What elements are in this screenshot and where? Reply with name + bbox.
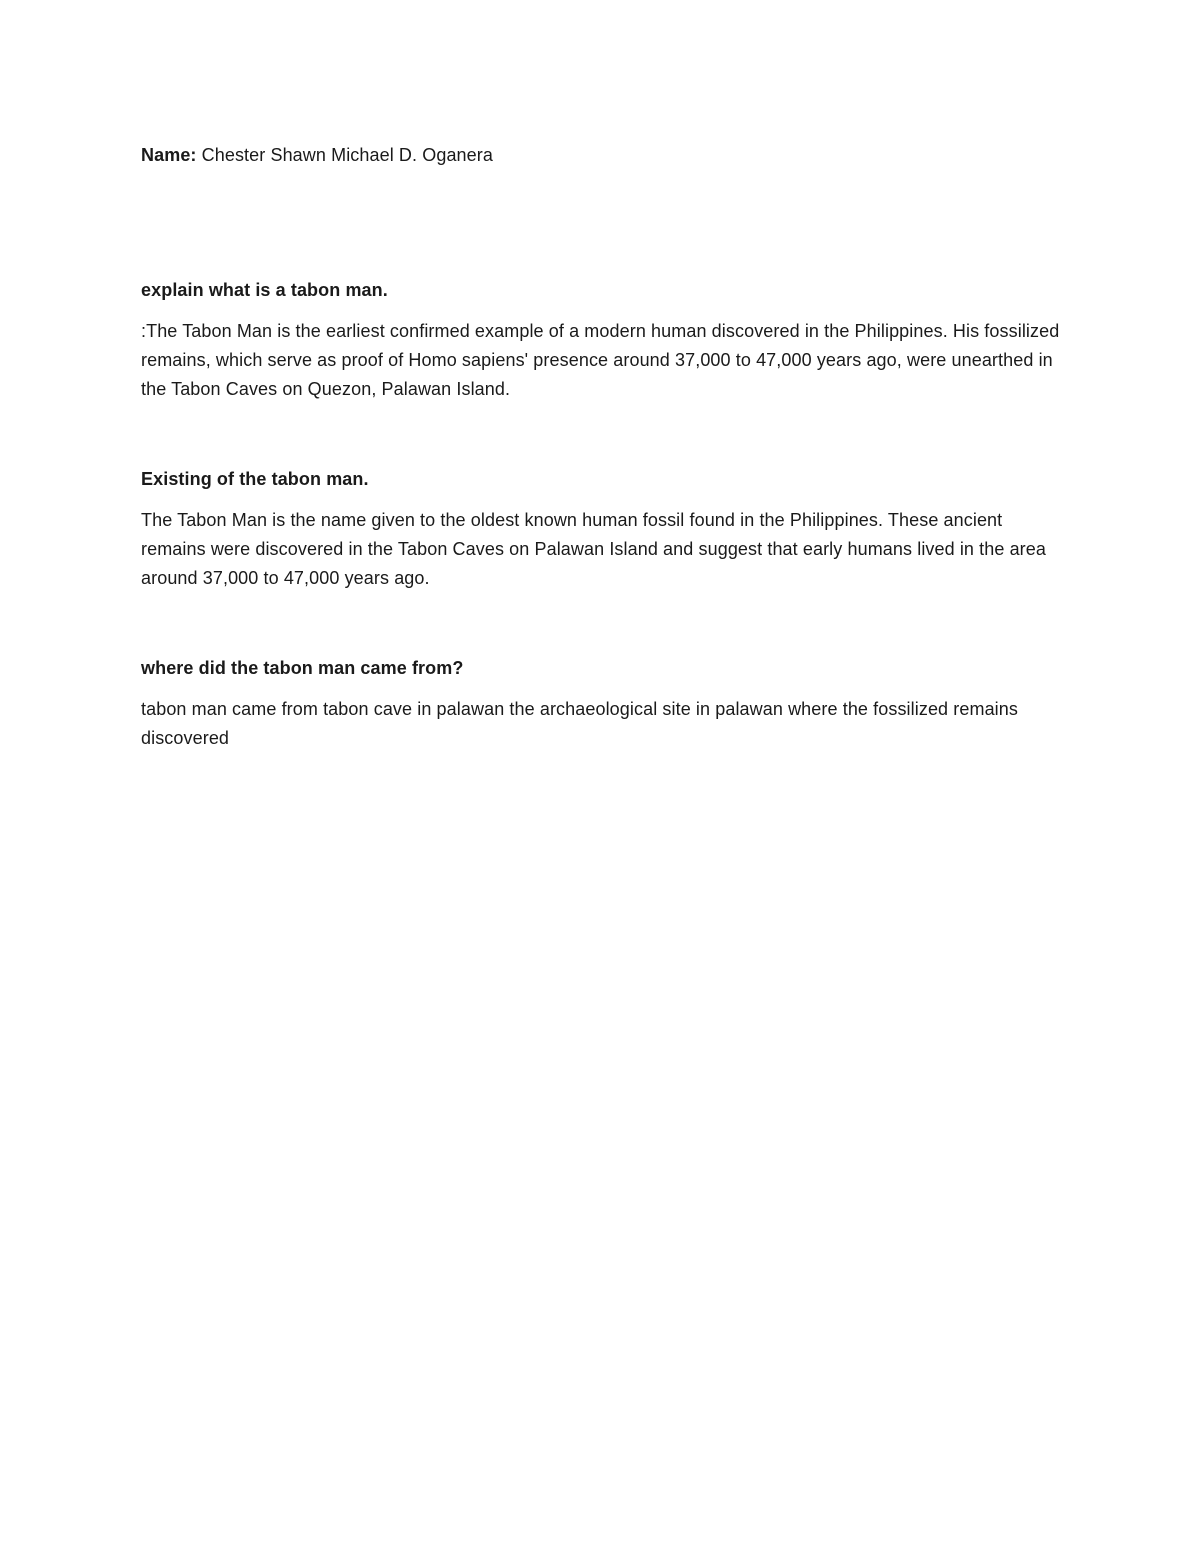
answer-paragraph: tabon man came from tabon cave in palawan the archaeological site in palawan where the fossilized remains discovered bbox=[141, 699, 1018, 748]
question-heading: explain what is a tabon man. bbox=[141, 280, 388, 300]
answer-paragraph: The Tabon Man is the name given to the oldest known human fossil found in the Philippines. These ancient remains were discovered in the Tabon Caves on Palawan Island and suggest that early humans lived in the area around 37,000 to 47,000 years ago. bbox=[141, 510, 1046, 588]
document-body bbox=[141, 140, 1061, 753]
name-line bbox=[141, 140, 1061, 170]
name-value: Chester Shawn Michael D. Oganera bbox=[201, 145, 493, 165]
question-heading: where did the tabon man came from? bbox=[141, 658, 464, 678]
question-heading: Existing of the tabon man. bbox=[141, 469, 369, 489]
answer-paragraph: :The Tabon Man is the earliest confirmed example of a modern human discovered in the Philippines. His fossilized remains, which serve as proof of Homo sapiens' presence around 37,000 to 47,000 years ago, were unearthed in the Tabon Caves on Quezon, Palawan Island. bbox=[141, 321, 1060, 399]
name-label: Name: bbox=[141, 145, 197, 165]
